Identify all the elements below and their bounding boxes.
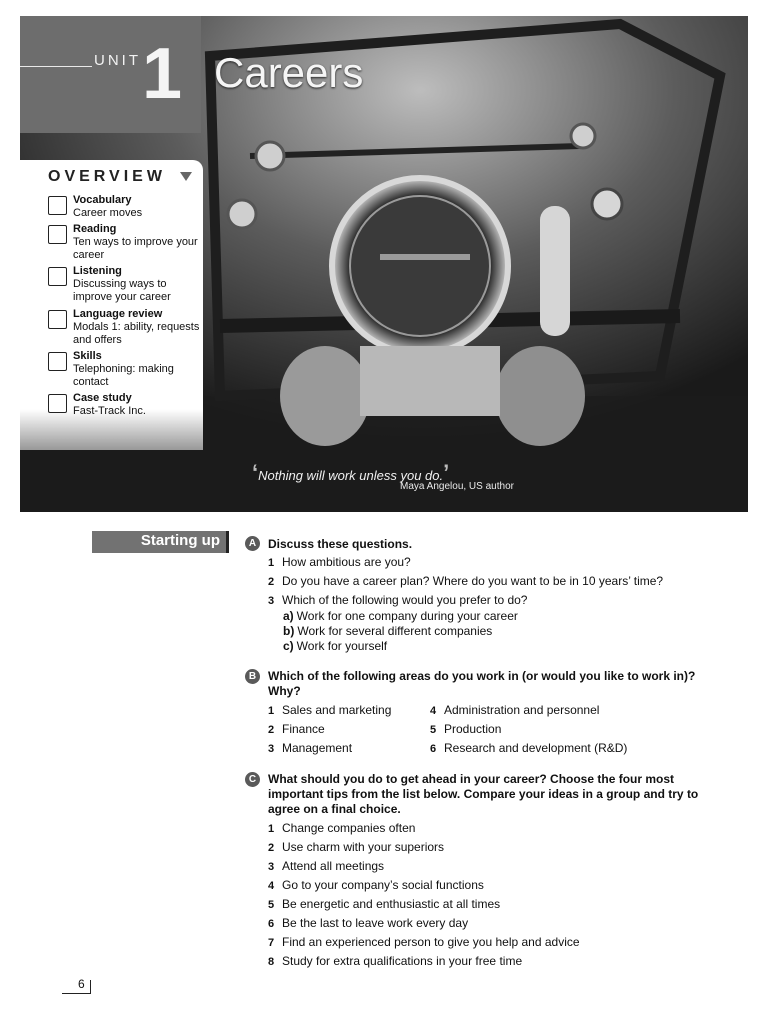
checkbox[interactable] bbox=[48, 225, 67, 244]
list-item: 5 Be energetic and enthusiastic at all times bbox=[268, 897, 501, 911]
checkbox[interactable] bbox=[48, 310, 67, 329]
list-item: 2 Use charm with your superiors bbox=[268, 840, 445, 854]
section-label bbox=[92, 531, 226, 553]
overview-item-heading: Language review bbox=[73, 308, 163, 320]
badge-c: C bbox=[245, 772, 260, 787]
overview-item-heading: Listening bbox=[73, 265, 122, 277]
list-item: 3 Attend all meetings bbox=[268, 859, 385, 873]
page-bar bbox=[90, 980, 91, 994]
list-item: 1 Change companies often bbox=[268, 821, 416, 835]
overview-item-heading: Reading bbox=[73, 223, 117, 235]
triangle-down-icon bbox=[180, 172, 192, 181]
overview-item-sub: Modals 1: ability, requests and offers bbox=[73, 321, 200, 346]
open-quote-icon: ‘ bbox=[252, 460, 259, 485]
quote-author: Maya Angelou, US author bbox=[400, 481, 514, 492]
list-item: 2 Finance bbox=[268, 722, 325, 736]
close-quote-icon: ’ bbox=[443, 460, 450, 485]
option-item: b) Work for several different companies bbox=[283, 624, 493, 638]
list-item: 1 Sales and marketing bbox=[268, 703, 392, 717]
option-item: a) Work for one company during your career bbox=[283, 609, 518, 623]
checkbox[interactable] bbox=[48, 394, 67, 413]
question-a-title: Discuss these questions. bbox=[268, 537, 413, 551]
question-c-title-2: important tips from the list below. Compare your ideas in a group and try to bbox=[268, 787, 699, 801]
unit-rule bbox=[20, 66, 92, 67]
overview-item-sub: Telephoning: making contact bbox=[73, 363, 174, 388]
list-item: 7 Find an experienced person to give you help and advice bbox=[268, 935, 580, 949]
question-c-title-3: agree on a final choice. bbox=[268, 802, 401, 816]
list-item: 4 Administration and personnel bbox=[430, 703, 600, 717]
overview-item-sub: Ten ways to improve your career bbox=[73, 236, 198, 261]
unit-label: UNIT bbox=[94, 52, 141, 69]
overview-item-heading: Case study bbox=[73, 392, 132, 404]
section-bar bbox=[226, 531, 229, 553]
list-item: 6 Be the last to leave work every day bbox=[268, 916, 469, 930]
checkbox[interactable] bbox=[48, 267, 67, 286]
list-item: 8 Study for extra qualifications in your free time bbox=[268, 954, 523, 968]
list-item: 1 How ambitious are you? bbox=[268, 555, 411, 569]
overview-item-sub: Discussing ways to improve your career bbox=[73, 278, 171, 303]
page-number: 6 bbox=[78, 977, 85, 991]
overview-item-heading: Vocabulary bbox=[73, 194, 132, 206]
question-b-title: Which of the following areas do you work in (or would you like to work in)? bbox=[268, 669, 696, 683]
badge-a: A bbox=[245, 536, 260, 551]
list-item: 3 Management bbox=[268, 741, 353, 755]
list-item: 5 Production bbox=[430, 722, 502, 736]
list-item: 4 Go to your company’s social functions bbox=[268, 878, 484, 892]
overview-item-heading: Skills bbox=[73, 350, 102, 362]
overview-item-sub: Career moves bbox=[73, 207, 143, 219]
badge-b: B bbox=[245, 669, 260, 684]
option-item: c) Work for yourself bbox=[283, 639, 388, 653]
section-label-text: Starting up bbox=[140, 532, 220, 549]
overview-title: OVERVIEW bbox=[48, 168, 166, 185]
overview-panel bbox=[20, 160, 203, 450]
question-b-title-2: Why? bbox=[268, 684, 301, 698]
question-c-title: What should you do to get ahead in your career? Choose the four most bbox=[268, 772, 675, 786]
list-item: 3 Which of the following would you prefer to do? bbox=[268, 593, 528, 607]
quote-text: Nothing will work unless you do. bbox=[258, 468, 444, 483]
list-item: 6 Research and development (R&D) bbox=[430, 741, 628, 755]
checkbox[interactable] bbox=[48, 352, 67, 371]
list-item: 2 Do you have a career plan? Where do you want to be in 10 years’ time? bbox=[268, 574, 664, 588]
page-rule bbox=[62, 993, 90, 994]
overview-item-sub: Fast-Track Inc. bbox=[73, 405, 146, 417]
page-title: Careers bbox=[214, 49, 364, 96]
unit-number: 1 bbox=[142, 34, 183, 114]
checkbox[interactable] bbox=[48, 196, 67, 215]
